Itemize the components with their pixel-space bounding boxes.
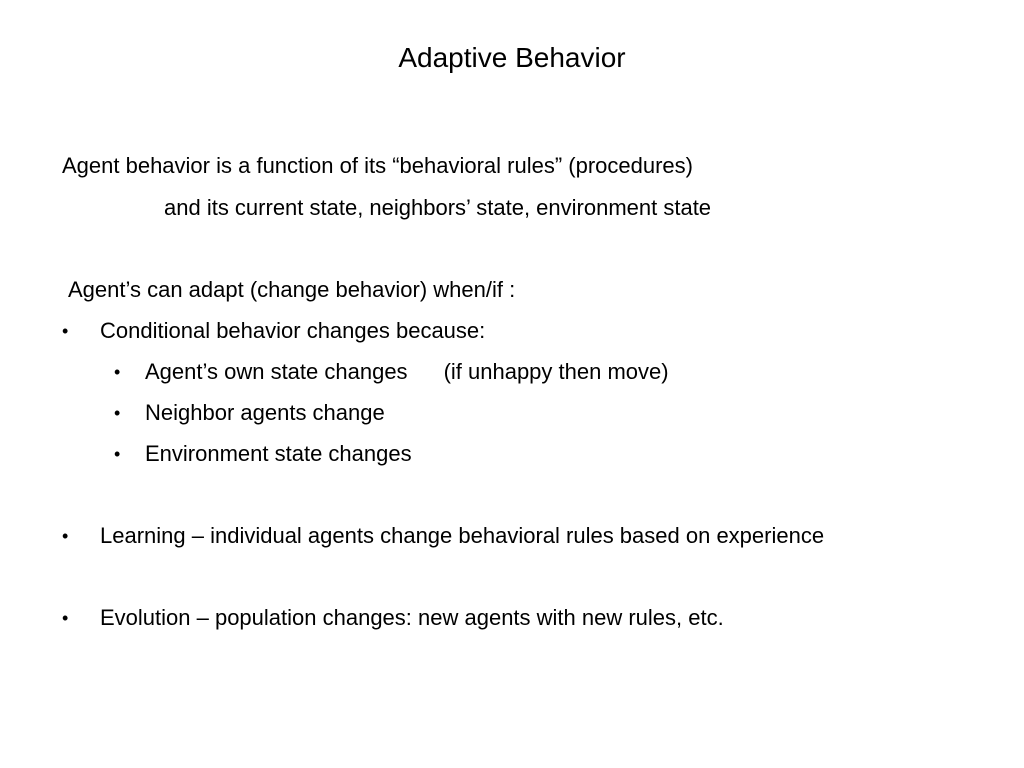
bullet-marker: •	[62, 321, 69, 341]
intro-line-2: and its current state, neighbors’ state, environment state	[164, 195, 712, 220]
bullet-learning: Learning – individual agents change behavioral rules based on experience	[100, 523, 825, 548]
bullet-evolution: Evolution – population changes: new agents with new rules, etc.	[100, 605, 724, 630]
subbullet-own-state	[145, 357, 669, 387]
intro-line-1: Agent behavior is a function of its “behavioral rules” (procedures)	[62, 153, 693, 178]
subbullet-marker: •	[114, 444, 121, 464]
bullet-marker: •	[62, 526, 69, 546]
subbullet-own-state-note: (if unhappy then move)	[443, 359, 669, 384]
bullet-conditional: Conditional behavior changes because:	[100, 318, 486, 343]
slide-title: Adaptive Behavior	[398, 42, 626, 73]
adapt-heading: Agent’s can adapt (change behavior) when/if :	[68, 277, 516, 302]
subbullet-neighbor: Neighbor agents change	[145, 400, 385, 425]
subbullet-marker: •	[114, 362, 121, 382]
subbullet-marker: •	[114, 403, 121, 423]
bullet-marker: •	[62, 608, 69, 628]
subbullet-own-state-text: Agent’s own state changes	[145, 359, 408, 384]
subbullet-environment: Environment state changes	[145, 441, 412, 466]
